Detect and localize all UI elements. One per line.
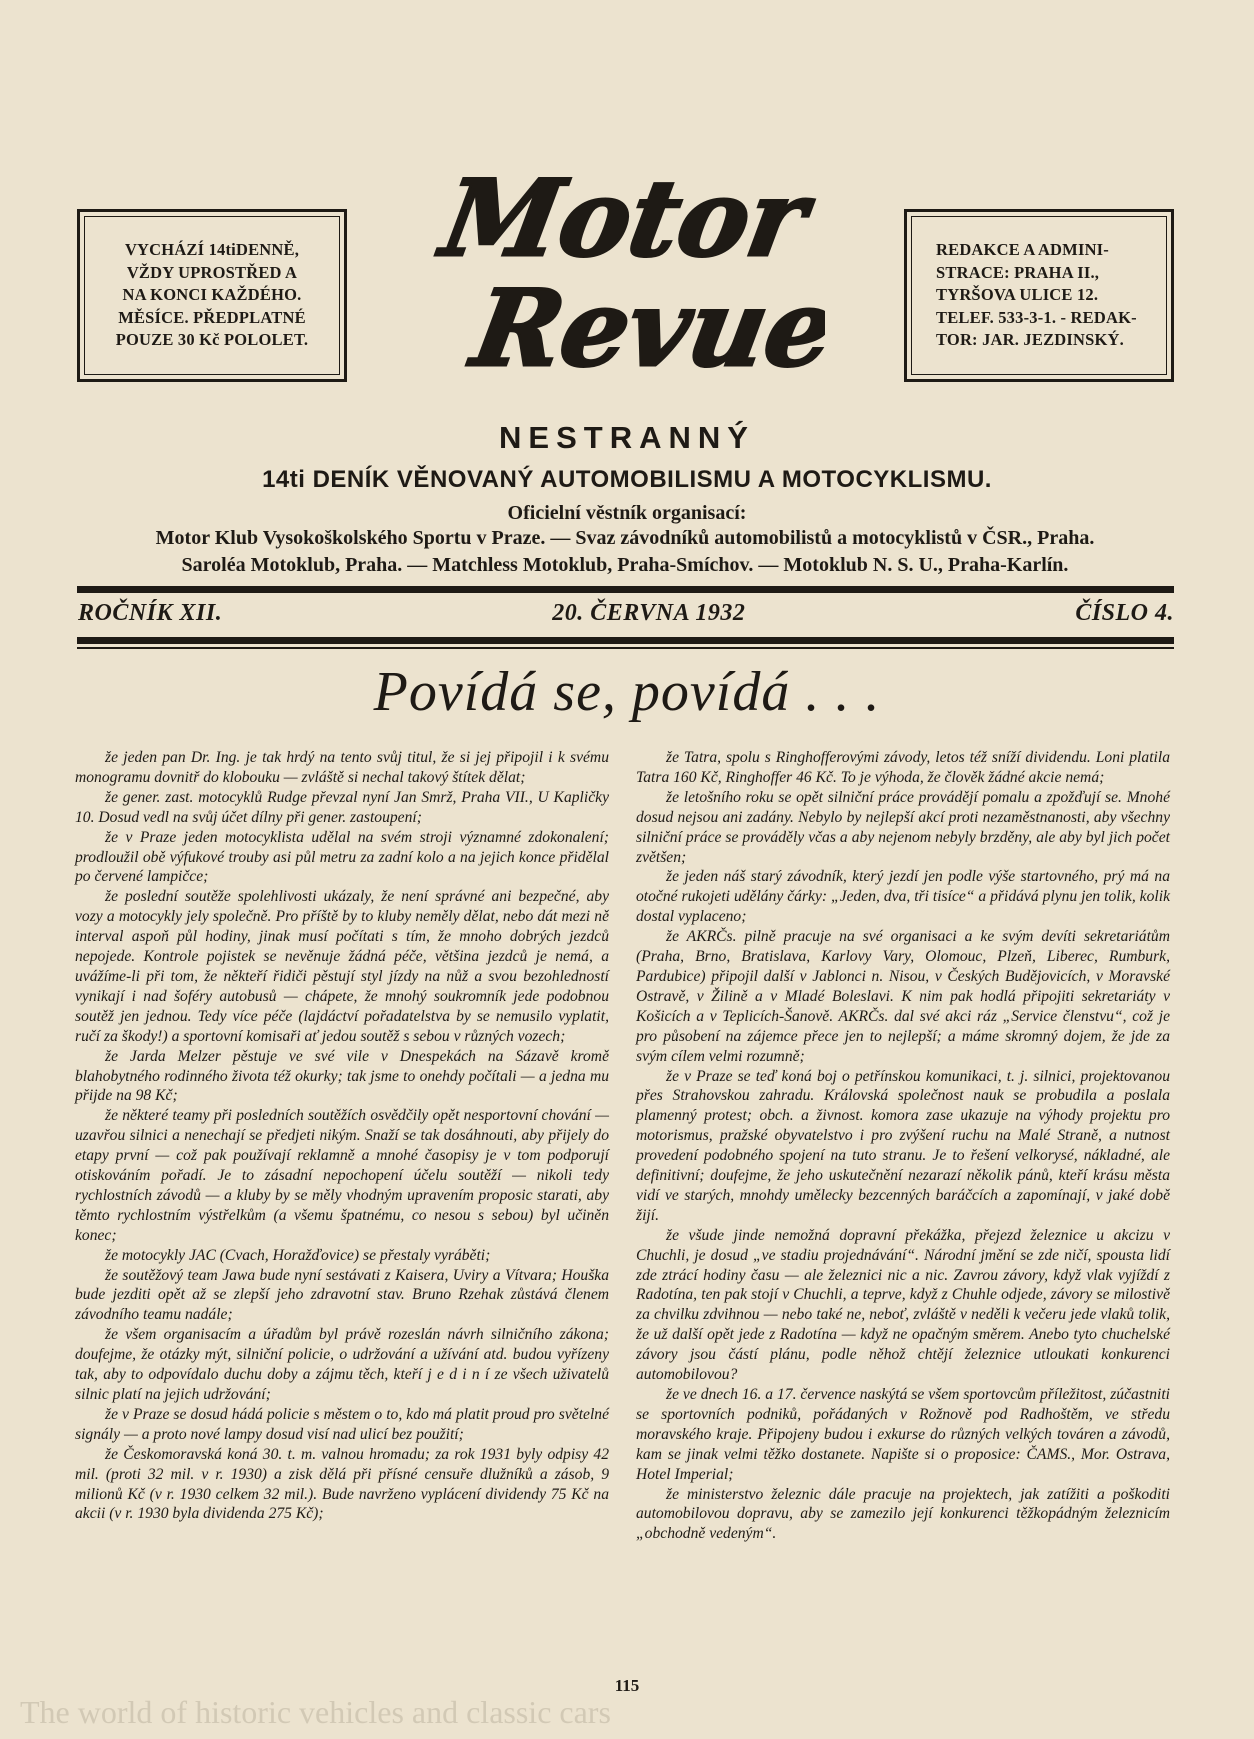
issue-bar — [78, 600, 1174, 627]
issue-volume: ROČNÍK XII. — [78, 600, 223, 626]
article-paragraph: že všem organisacím a úřadům byl právě rozeslán návrh silničního zákona; doufejme, že otázky mýt, silniční policie, o udržování a užívání atd. budou vyřízeny tak, aby to odpovídalo duchu doby a zájmu těch, kteří j e d i n í ze všech uživatelů silnic platí na jejich udržování; — [75, 1326, 609, 1403]
editorial-info-line: TOR: JAR. JEZDINSKÝ. — [936, 330, 1124, 350]
editorial-info-line: TELEF. 533-3-1. - REDAK- — [936, 307, 1137, 327]
logo-graphic — [405, 160, 825, 410]
article-paragraph: že AKRČs. pilně pracuje na své organisaci a ke svým devíti sekretariátům (Praha, Brno, Bratislava, Karlovy Vary, Olomouc, Plzeň, Liberec, Rumburk, Pardubice) připojil další v Jablonci n. Nisou, v Českých Budějovicích, v Moravské Ostravě, v Žilině a v Mladé Boleslavi. K nim pak hodlá připojiti sekretariáty v Košicích a v Teplicích-Šanově. AKRČs. dal své akci ráz „Service členstvu“, což je pro působení na zájemce přece jen to nejlepší; a máme skromný dojem, že jde za svým cílem velmi rozumně; — [636, 928, 1170, 1065]
organisations-line-2: Saroléa Motoklub, Praha. — Matchless Motoklub, Praha-Smíchov. — Motoklub N. S. U., Praha-Karlín. — [181, 554, 1069, 576]
editorial-info-line: TYRŠOVA ULICE 12. — [936, 285, 1099, 305]
article-paragraph: že ve dnech 16. a 17. července naskýtá se všem sportovcům příležitost, zúčastniti se sportovních podniků, pořádaných v Rožnově pod Radhoštěm, ve středu moravského kraje. Připojeny budou i exkurse do různých velkých továren a závodů, kam se jinak velmi těžko dostanete. Napište si o proposice: ČAMS., Mor. Ostrava, Hotel Imperial; — [636, 1386, 1170, 1483]
subscription-info-line: POUZE 30 Kč POLOLET. — [115, 330, 309, 350]
logo-word-revue: Revue — [464, 266, 825, 390]
watermark-caption: The world of historic vehicles and classic cars — [20, 1694, 611, 1730]
article-paragraph: že všude jinde nemožná dopravní překážka, přejezd železnice u akcizu v Chuchli, je dosud „ve stadiu projednávání“. Národní jmění se zde ničí, spousta lidí zde ztrácí hodiny času — ale železnici nic a nic. Zavrou závory, když vlak vyjíždí z Radotína, ten pak stojí v Chuchli, a teprve, když z Chuhle odjede, závory se milostivě za chvilku zdvihnou — nebo také ne, neboť, zvláště v neděli k večeru jede vlaků tolik, že už další opět jede z Radotína — když ne opačným směrem. Anebo tyto chuchelské závory jsou částí plánu, podle něhož chtějí železnice utloukati konkurenci automobilovou? — [636, 1226, 1170, 1384]
issue-number: ČÍSLO 4. — [1075, 600, 1174, 626]
article-paragraph: že Jarda Melzer pěstuje ve své vile v Dnespekách na Sázavě kromě blahobytného rodinného života též okurky; tak jsme to onehdy počítali — a jedna mu přijde na 98 Kč; — [75, 1047, 609, 1105]
editorial-info-line: STRACE: PRAHA II., — [936, 262, 1100, 282]
article-paragraph: že soutěžový team Jawa bude nyní sestávati z Kaisera, Uviry a Vítvara; Houška bude jezditi opět až se zlepší jeho zdravotní stav. Bruno Rzehak zůstává členem závodního teamu nadále; — [75, 1266, 609, 1324]
subscription-info-line: VYCHÁZÍ 14tiDENNĚ, — [124, 240, 300, 260]
masthead-headline: NESTRANNÝ — [499, 420, 755, 455]
article-paragraph: že gener. zast. motocyklů Rudge převzal nyní Jan Smrž, Praha VII., U Kapličky 10. Dosud vedl na svůj účet dílny při gener. zastoupení; — [75, 788, 609, 826]
subscription-info-box — [77, 209, 347, 382]
article-paragraph: že Českomoravská koná 30. t. m. valnou hromadu; za rok 1931 byly odpisy 42 mil. (proti 32 mil. v r. 1930) a zisk dělá při přísné censuře dlužníků a zásob, 9 milionů Kč (v r. 1930 celkem 32 mil.). Bude navrženo vyplácení dividendy 75 Kč na akcii (v r. 1930 byla dividenda 275 Kč); — [75, 1445, 609, 1523]
divider-bottom-thin — [77, 647, 1174, 649]
official-organs-label: Oficielní věstník organisací: — [507, 502, 747, 524]
article-paragraph: že motocykly JAC (Cvach, Horažďovice) se přestaly vyráběti; — [105, 1246, 491, 1264]
article-paragraph: že jeden pan Dr. Ing. je tak hrdý na tento svůj titul, že si jej připojil i k svému monogramu dovnitř do klobouku — zvláště si nechal takový štítek dělat; — [75, 749, 609, 786]
issue-date: 20. ČERVNA 1932 — [552, 600, 746, 626]
motor-revue-logo — [405, 160, 825, 410]
article-paragraph: že poslední soutěže spolehlivosti ukázaly, že není správné ani bezpečné, aby vozy a motocykly jely společně. Pro příště by to kluby neměly dělat, nebo dát mezi ně interval aspoň půl hodiny, jinak musí počítati s tím, že mnoho dobrých jezdců nepojede. Kontrole pojistek se nevěnuje žádná péče, většina jezdců je nemá, a uvážíme-li při tom, že někteří řidiči pěstují styl jízdy na nůž a svou bezohledností vynikají i nad šoféry autobusů — chápete, že mnohý soukromník jede podobnou soutěž jen jednou. Tedy více péče (lajdáctví pořadatelstva by se nemusilo vyplatit, ručí za škody!) a sportovní komisaři ať jedou soutěž s sebou v různých vozech; — [75, 888, 609, 1045]
editorial-info-box — [904, 209, 1174, 382]
subscription-info-line: VŽDY UPROSTŘED A — [126, 262, 298, 282]
article-right-column — [636, 748, 1170, 1544]
article-paragraph: že Tatra, spolu s Ringhofferovými závody, letos též sníží dividendu. Loni platila Tatra 160 Kč, Ringhoffer 46 Kč. To je výhoda, že člověk žádné akcie nemá; — [636, 749, 1170, 786]
organisations-line-1: Motor Klub Vysokoškolského Sportu v Praze. — Svaz závodníků automobilistů a motocyklistů v ČSR., Praha. — [155, 527, 1095, 549]
organisations-list — [70, 525, 1180, 579]
article-paragraph: že některé teamy při posledních soutěžích osvědčily opět nesportovní chování — uzavřou silnici a nenechají se předjeti nikým. Snaží se tak dosáhnouti, aby přijely do etapy první — což pak používají reklamně a mnohé časopisy je v tom podporují otiskováním pořadí. Je to zásadní nepochopení účelu soutěží — nikoli tedy rychlostních závodů — a kluby by se měly vhodným upravením proposic starati, aby těmto rychlostním výstřelkům (a všemu špatnému, co nesou s sebou) byl učiněn konec; — [75, 1107, 609, 1244]
article-paragraph: že v Praze jeden motocyklista udělal na svém stroji významné zdokonalení; prodloužil obě výfukové trouby asi půl metru za zadní kolo a na jejich konce přidělal po červené lampičce; — [75, 828, 609, 886]
article-paragraph: že v Praze se teď koná boj o petřínskou komunikaci, t. j. silnici, projektovanou přes Strahovskou zahradu. Královská společnost nauk se probudila a poslala plamenný protest; obch. a živnost. komora zase ukazuje na výhody projektu pro motorismus, pražské obyvatelstvo i pro zvýšení ruchu na Malé Straně, a nutnost provedení podobného spojení na tuto stranu. Je to řešení velkorysé, nákladné, ale definitivní; doufejme, že jeho uskutečnění nezarazí několik pánů, kteří krásu města vidí ve starých, mnohdy umělecky bezcenných baráčcích a zapomínají, v jaké době žijí. — [636, 1067, 1170, 1224]
subscription-info-line: NA KONCI KAŽDÉHO. — [122, 285, 302, 305]
article-paragraph: že jeden náš starý závodník, který jezdí jen podle výše startovného, prý má na otočné rukojeti udělány čárky: „Jeden, dva, tři tisíce“ a přidává plynu jen tolik, kolik dostal vyplaceno; — [636, 868, 1170, 926]
article-paragraph: že letošního roku se opět silniční práce provádějí pomalu a zpožďují se. Mnohé dosud nejsou ani zadány. Nebylo by nejlepší akcí proti nezaměstnanosti, aby všechny silniční práce se prováděly včas a aby nejenom nebyly brzděny, ale aby byl jich počet zvětšen; — [636, 788, 1170, 866]
masthead-subheadline: 14ti DENÍK VĚNOVANÝ AUTOMOBILISMU A MOTOCYKLISMU. — [262, 466, 992, 493]
logo-word-motor: Motor — [433, 160, 816, 280]
page-number: 115 — [614, 1676, 640, 1695]
article-left-column — [75, 748, 609, 1524]
subscription-info-line: MĚSÍCE. PŘEDPLATNÉ — [118, 307, 306, 327]
editorial-info-line: REDAKCE A ADMINI- — [936, 240, 1110, 260]
article-paragraph: že ministerstvo železnic dále pracuje na projektech, jak zatížiti a poškoditi automobilovou dopravu, aby se zamezilo její konkurenci těžkopádným železnicím „obchodně vedeným“. — [636, 1485, 1170, 1543]
article-title: Povídá se, povídá . . . — [373, 661, 881, 723]
divider-top — [77, 586, 1174, 593]
article-paragraph: že v Praze se dosud hádá policie s městem o to, kdo má platit proud pro světelné signály — a proto nové lampy dosud visí nad ulicí bez použití; — [75, 1405, 609, 1443]
divider-bottom — [77, 637, 1174, 644]
